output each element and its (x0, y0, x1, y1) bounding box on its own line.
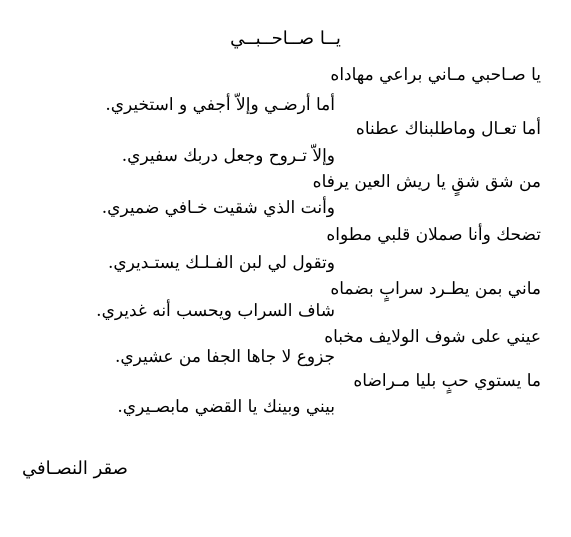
verse-3-first-half: من شق شقٍ يا ريش العين يرفاه (312, 172, 541, 192)
verse-7-first-half: ما يستوي حبٍ بليا مـراضاه (353, 371, 541, 391)
verse-4-second-half: وتقول لي لبن الفـلـك يستـديري. (107, 253, 335, 273)
verse-4-first-half: تضحك وأنا صملان قلبي مطواه (326, 225, 541, 245)
poem-title: يــا صــاحــبــي (230, 28, 341, 49)
verse-1-first-half: يا صـاحبي مـاني براعي مهاداه (330, 65, 541, 85)
verse-1-second-half: أما أرضـي وإلاّ أجفي و استخيري. (105, 95, 335, 115)
verse-5-first-half: ماني بمن يطـرد سرابٍ بضماه (330, 279, 541, 299)
verse-2-first-half: أما تعـال وماطلبناك عطناه (355, 119, 541, 139)
verse-2-second-half: وإلاّ تـروح وجعل دربك سفيري. (121, 146, 335, 166)
verse-6-second-half: جزوع لا جاها الجفا من عشيري. (114, 347, 335, 367)
verse-6-first-half: عيني على شوف الولايف مخباه (324, 327, 541, 347)
poet-name: صقر النصـافي (22, 458, 128, 479)
verse-7-second-half: بيني وبينك يا القضي مابصـيري. (117, 397, 335, 417)
verse-3-second-half: وأنت الذي شقيت خـافي ضميري. (101, 198, 335, 218)
verse-5-second-half: شاف السراب ويحسب أنه غديري. (96, 301, 335, 321)
